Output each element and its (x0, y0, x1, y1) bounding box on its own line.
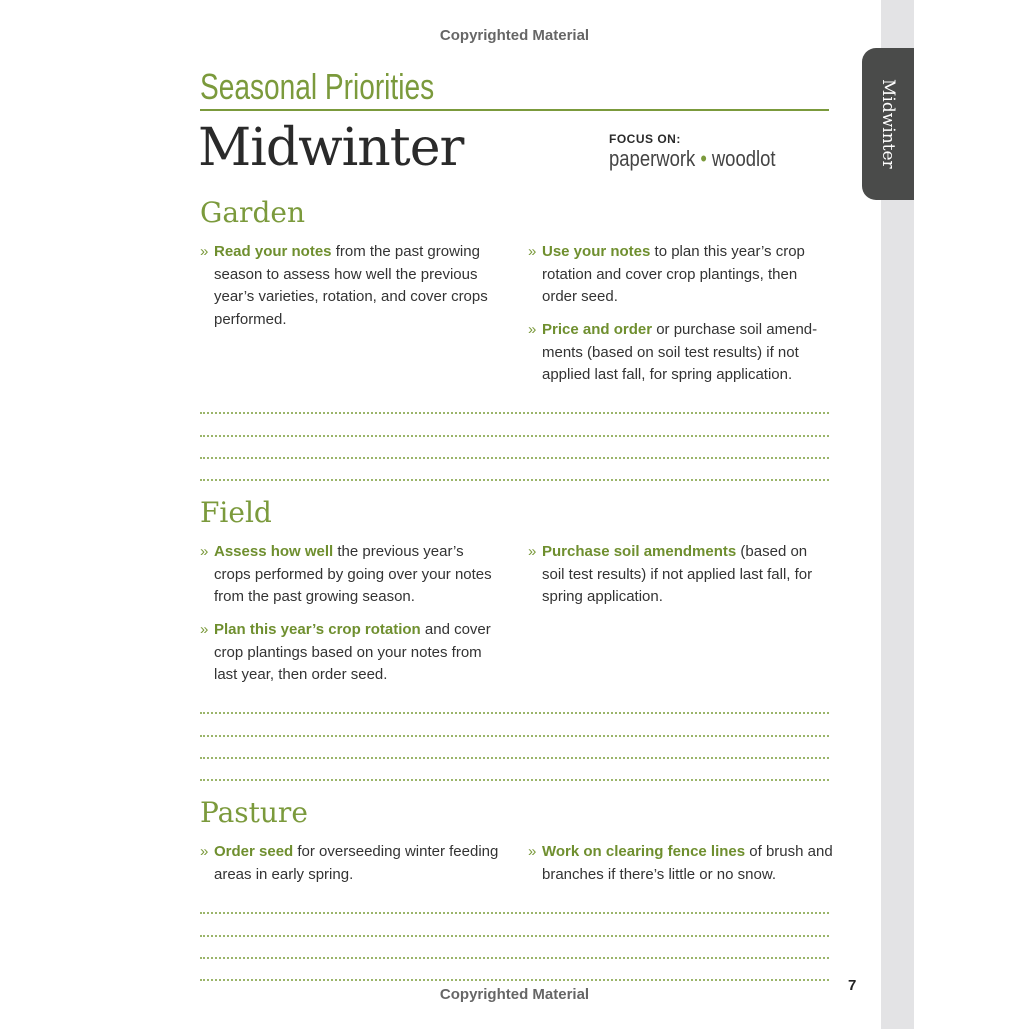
note-line (200, 979, 829, 981)
note-line (200, 412, 829, 414)
bullet-highlight: Price and order (542, 321, 653, 338)
note-line (200, 935, 829, 937)
pasture-heading: Pasture (200, 796, 308, 829)
bullet-marker: » (528, 843, 537, 860)
bullet-marker: » (200, 243, 209, 260)
watermark-bottom: Copyrighted Material (439, 986, 590, 1003)
bullet-highlight: Order seed (214, 843, 294, 860)
bullet-marker: » (528, 543, 537, 560)
field-bullet-2 (200, 619, 500, 687)
note-line (200, 457, 829, 459)
bullet-body: of brush and branches if there’s little or no snow. (542, 843, 833, 883)
bullet-body: or purchase soil amend-ments (based on soil test results) if not applied last fall, for spring application. (542, 321, 818, 383)
bullet-body: to plan this year’s crop rotation and cover crop plantings, then order seed. (542, 243, 805, 305)
season-title: Midwinter (198, 118, 464, 178)
focus-item-woodlot: woodlot (711, 146, 776, 171)
field-bullet-1 (200, 541, 500, 609)
bullet-marker: » (528, 243, 537, 260)
bullet-marker: » (200, 621, 209, 638)
bullet-body: the previous year’s crops performed by going over your notes from the past growing season. (214, 543, 492, 605)
field-heading: Field (200, 496, 272, 529)
bullet-highlight: Work on clearing fence lines (542, 843, 746, 860)
bullet-body: from the past growing season to assess how well the previous year’s varieties, rotation, and cover crops performed. (214, 243, 488, 328)
bullet-body: and cover crop plantings based on your notes from last year, then order seed. (214, 621, 491, 683)
note-line (200, 435, 829, 437)
section-title: Seasonal Priorities (200, 66, 435, 107)
note-line (200, 479, 829, 481)
bullet-highlight: Purchase soil amendments (542, 543, 737, 560)
pasture-bullet-2 (528, 841, 833, 886)
chapter-tab-label: Midwinter (878, 79, 898, 169)
garden-bullet-1 (200, 241, 500, 331)
bullet-highlight: Read your notes (214, 243, 332, 260)
note-line (200, 712, 829, 714)
focus-item-paperwork: paperwork (609, 146, 696, 171)
bullet-highlight: Use your notes (542, 243, 651, 260)
garden-bullet-2 (528, 241, 833, 309)
page-number: 7 (848, 977, 857, 994)
garden-bullet-3 (528, 319, 833, 387)
bullet-marker: » (200, 843, 209, 860)
note-line (200, 757, 829, 759)
field-bullet-3 (528, 541, 833, 609)
note-line (200, 779, 829, 781)
chapter-tab[interactable] (862, 48, 914, 200)
bullet-marker: » (528, 321, 537, 338)
title-rule (200, 109, 829, 111)
note-line (200, 735, 829, 737)
pasture-bullet-1 (200, 841, 500, 886)
note-line (200, 912, 829, 914)
garden-heading: Garden (200, 196, 305, 229)
bullet-marker: » (200, 543, 209, 560)
bullet-body: for overseeding winter feeding areas in early spring. (214, 843, 499, 883)
watermark-top: Copyrighted Material (439, 27, 590, 44)
focus-separator: • (700, 146, 707, 171)
bullet-body: (based on soil test results) if not applied last fall, for spring application. (542, 543, 813, 605)
bullet-highlight: Assess how well (214, 543, 334, 560)
focus-items (609, 146, 776, 172)
bullet-highlight: Plan this year’s crop rotation (214, 621, 421, 638)
focus-label: FOCUS ON: (609, 132, 681, 146)
note-line (200, 957, 829, 959)
